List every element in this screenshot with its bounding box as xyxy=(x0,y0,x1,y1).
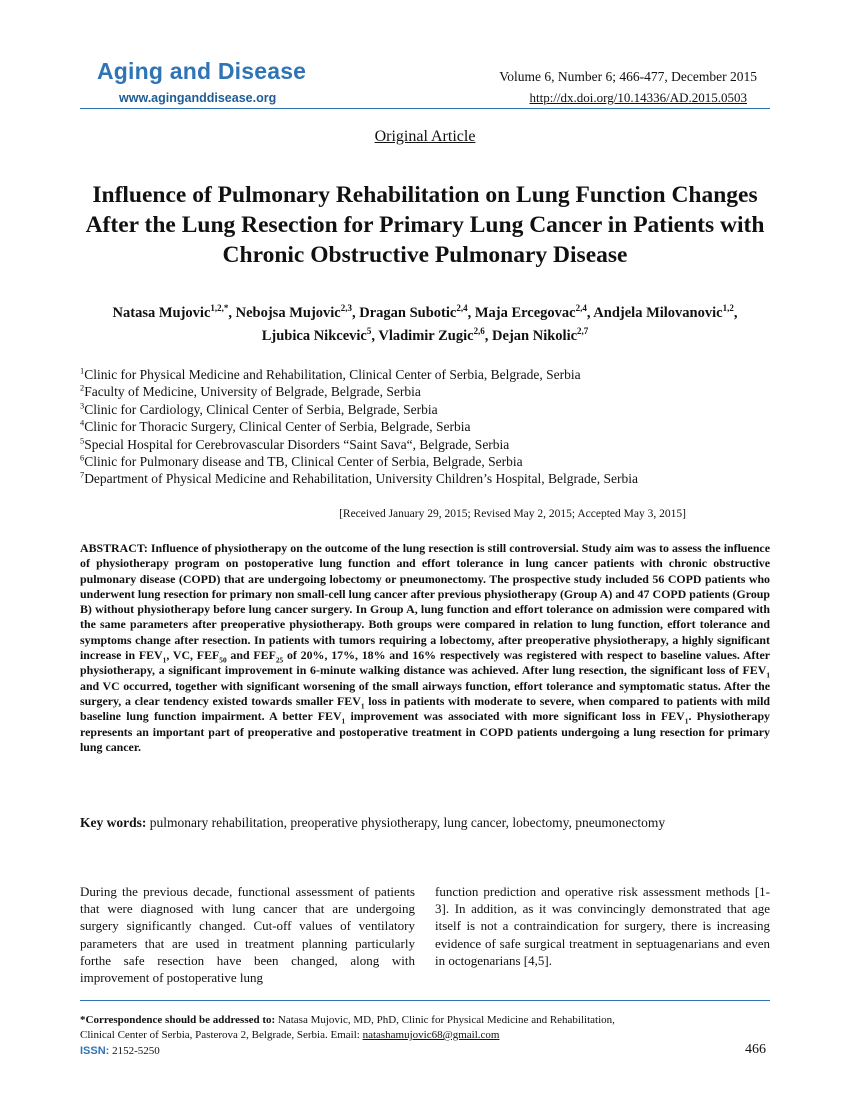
body-column-left: During the previous decade, functional assessment of patients that were diagnosed with lung cancer that are undergoing surgery significantly changed. Cut-off values of ventilatory parameters that are used in treatment planning particularly forthe safe resection have been changed, along with improvement of postoperative lung xyxy=(80,884,415,986)
received-dates: [Received January 29, 2015; Revised May 2, 2015; Accepted May 3, 2015] xyxy=(339,508,686,520)
page-number: 466 xyxy=(745,1042,766,1057)
affiliation-item: $^7$Department of Physical Medicine and Rehabilitation, University Children’s Hospital, Belgrade, Serbia xyxy=(80,470,638,487)
keywords-label: Key words: xyxy=(80,815,147,830)
email-link[interactable]: natashamujovic68@gmail.com xyxy=(362,1029,500,1041)
affiliation-item: $^5$Special Hospital for Cerebrovascular Disorders “Saint Sava“, Belgrade, Serbia xyxy=(80,436,510,452)
journal-name: Aging and Disease xyxy=(97,58,307,84)
author: Nebojsa Mujovic$^{2,3}$ xyxy=(235,303,352,321)
footer-divider xyxy=(80,1000,770,1001)
paper-title: Influence of Pulmonary Rehabilitation on Lung Function Changes After the Lung Resection for Primary Lung Cancer in Patients with Chronic Obstructive Pulmonary Disease xyxy=(85,182,765,268)
issn: ISSN: 2152-5250 xyxy=(80,1045,160,1057)
author: Vladimir Zugic$^{2,6}$ xyxy=(378,326,485,344)
author: Dragan Subotic$^{2,4}$ xyxy=(359,303,468,321)
abstract-label: ABSTRACT: xyxy=(80,541,148,555)
journal-url[interactable]: www.aginganddisease.org xyxy=(119,91,277,105)
keywords: Key words: pulmonary rehabilitation, preoperative physiotherapy, lung cancer, lobectomy, pneumonectomy xyxy=(80,815,666,830)
article-type: Original Article xyxy=(374,128,476,145)
affiliation-item: $^4$Clinic for Thoracic Surgery, Clinical Center of Serbia, Belgrade, Serbia xyxy=(80,418,471,435)
body-column-right: function prediction and operative risk assessment methods [1-3]. In addition, as it was convincingly demonstrated that age itself is not a contraindication for surgery, there is increasing evidence of safe surgical treatment in septuagenarians and even in octogenarians [4,5]. xyxy=(435,884,770,968)
affiliation-item: $^1$Clinic for Physical Medicine and Rehabilitation, Clinical Center of Serbia, Belgrade, Serbia xyxy=(80,366,581,382)
author: Andjela Milovanovic$^{1,2}$ xyxy=(593,303,734,321)
author: Ljubica Nikcevic$^5$ xyxy=(261,326,372,344)
header-divider xyxy=(80,108,770,109)
abstract: ABSTRACT: Influence of physiotherapy on the outcome of the lung resection is still controversial. Study aim was to assess the influence of physiotherapy program on postoperative lung function and effort tolerance in lung cancer patients with chronic obstructive pulmonary disease (COPD) that are undergoing lobectomy or pneumonectomy. The prospective study included 56 COPD patients who underwent lung resection for primary non small-cell lung cancer after previous physiotherapy (Group A) and 47 COPD patients (Group B) without physiotherapy before lung cancer surgery. In Group A, lung function and effort tolerance on admission were compared with the same parameters after preoperative physiotherapy. Both groups were compared in relation to lung function, effort tolerance and symptoms change after resection. In patients with tumors requiring a lobectomy, after preoperative physiotherapy, a highly significant increase in $FEV_1$, VC, $FEF_{50}$ and $FEF_{25}$ of 20%, 17%, 18% and 16% respectively was registered with respect to baseline values. After physiotherapy, a significant improvement in 6-minute walking distance was achieved. After lung resection, the significant loss of $FEV_1$ and VC occurred, together with significant worsening of the small airways function, effort tolerance and symptomatic status. After the surgery, a clear tendency existed towards smaller $FEV_1$ loss in patients with moderate to severe, when compared to patients with mild baseline lung function impairment. A better $FEV_1$ improvement was associated with more significant loss in $FEV_1$. Physiotherapy represents an important part of preoperative and postoperative treatment in COPD patients undergoing a lung resection for primary lung cancer. xyxy=(80,541,771,754)
author: Natasa Mujovic$^{1,2,*}$ xyxy=(112,303,229,321)
affiliation-item: $^6$Clinic for Pulmonary disease and TB, Clinical Center of Serbia, Belgrade, Serbia xyxy=(80,453,523,470)
affiliation-item: $^2$Faculty of Medicine, University of Belgrade, Belgrade, Serbia xyxy=(80,383,421,400)
author: Maja Ercegovac$^{2,4}$ xyxy=(474,303,587,321)
author: Dejan Nikolic$^{2,7}$ xyxy=(492,326,589,344)
affiliation-item: $^3$Clinic for Cardiology, Clinical Center of Serbia, Belgrade, Serbia xyxy=(80,401,438,417)
doi-link[interactable]: http://dx.doi.org/10.14336/AD.2015.0503 xyxy=(529,90,747,105)
correspondence: *Correspondence should be addressed to: Natasa Mujovic, MD, PhD, Clinic for Physical Medicine and Rehabilitation, Clinical Center of Serbia, Pasterova 2, Belgrade, Serbia. Email: natashamujovic68@gmail.com xyxy=(80,1014,615,1041)
author-list: Natasa Mujovic$^{1,2,*}$, Nebojsa Mujovic$^{2,3}$, Dragan Subotic$^{2,4}$, Maja Ercegovac$^{2,4}$, Andjela Milovanovic$^{1,2}$, Ljubica Nikcevic$^5$, Vladimir Zugic$^{2,6}$, Dejan Nikolic$^{2,7}$ xyxy=(112,303,738,344)
volume-info: Volume 6, Number 6; 466-477, December 2015 xyxy=(499,69,757,84)
affiliations xyxy=(80,366,780,488)
